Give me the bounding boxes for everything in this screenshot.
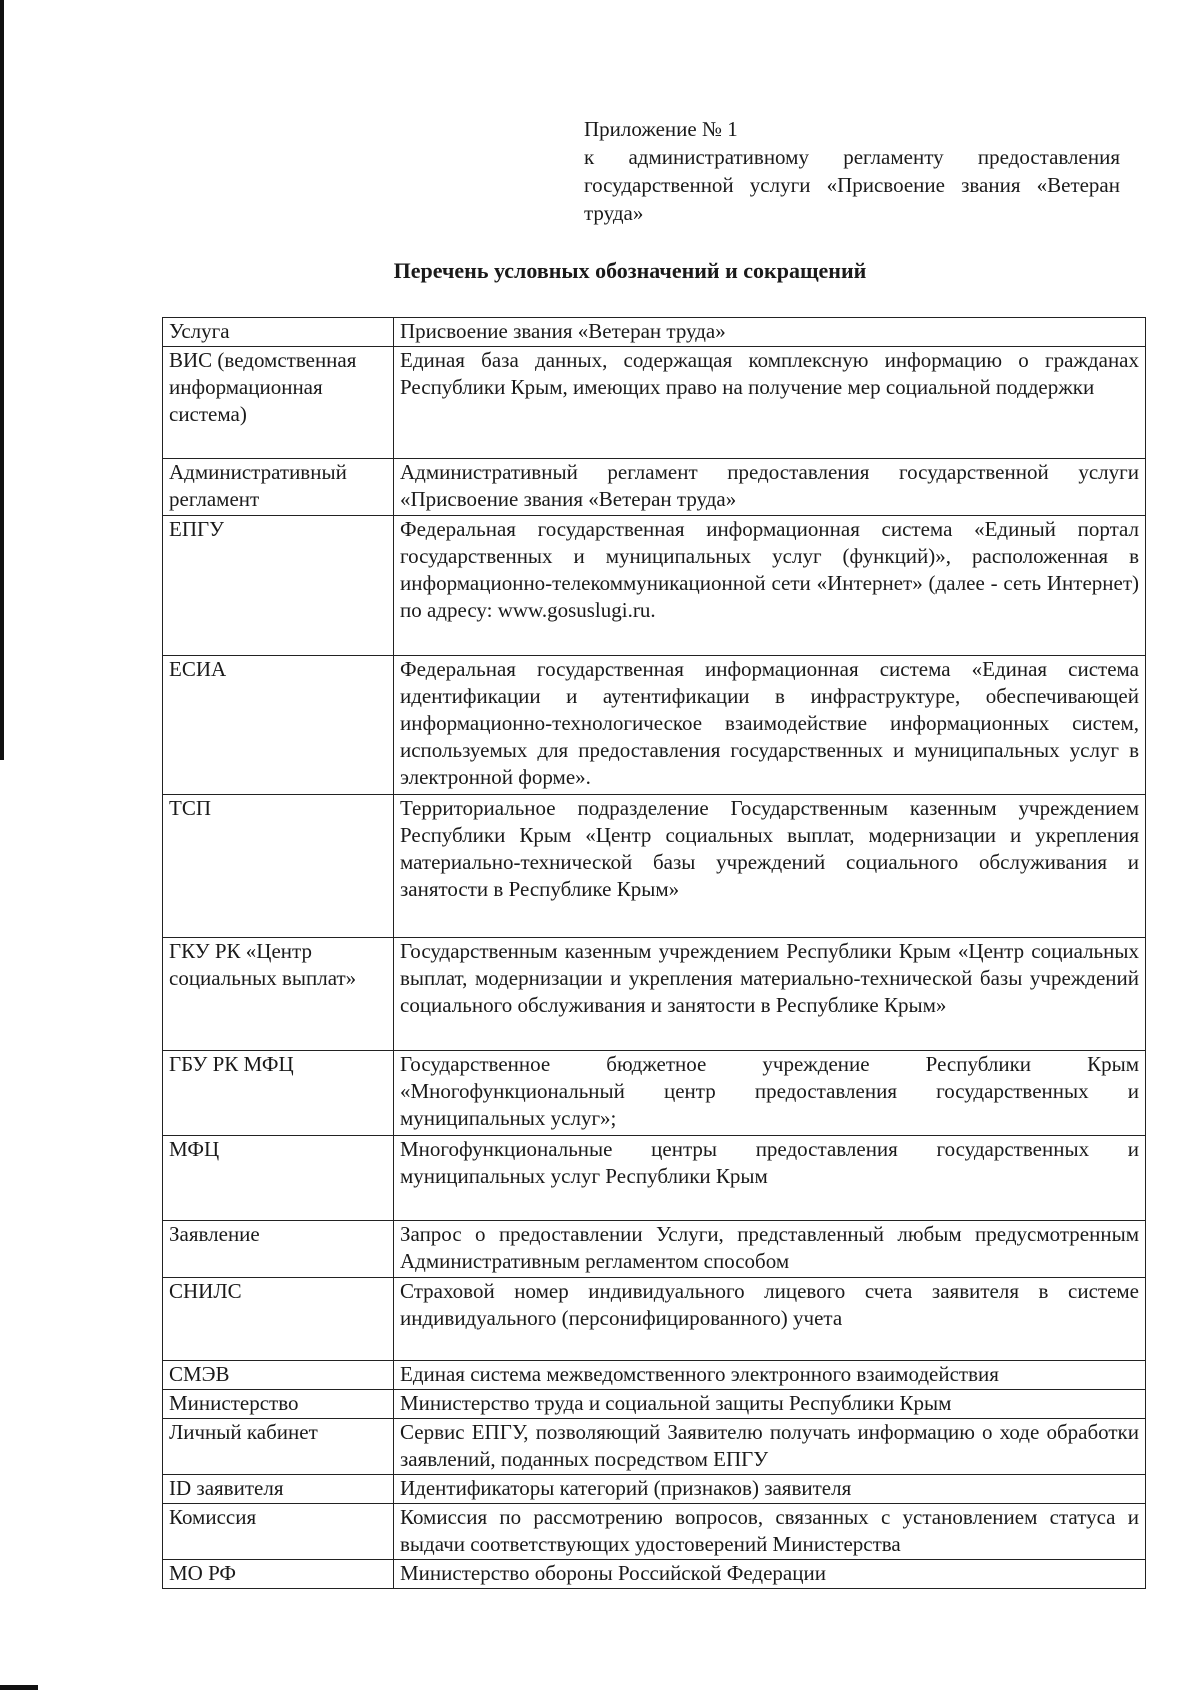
definition-cell: Административный регламент предоставления государственной услуги «Присвоение звания «Ветеран труда» (394, 459, 1146, 516)
table-row (163, 1361, 1146, 1390)
term-cell: СМЭВ (163, 1361, 394, 1390)
definition-cell: Страховой номер индивидуального лицевого счета заявителя в системе индивидуального (персонифицированного) учета (394, 1278, 1146, 1361)
definition-cell: Многофункциональные центры предоставления государственных и муниципальных услуг Республики Крым (394, 1136, 1146, 1221)
table-row (163, 1419, 1146, 1475)
term-cell: ГБУ РК МФЦ (163, 1051, 394, 1136)
definition-cell: Федеральная государственная информационная система «Единый портал государственных и муниципальных услуг (функций)», расположенная в информационно-телекоммуникационной сети «Интернет» (далее - сеть Интернет) по адресу: www.gosuslugi.ru. (394, 516, 1146, 656)
term-cell: МО РФ (163, 1560, 394, 1589)
term-cell: МФЦ (163, 1136, 394, 1221)
term-cell: Министерство (163, 1390, 394, 1419)
term-cell: Личный кабинет (163, 1419, 394, 1475)
definition-cell: Единая база данных, содержащая комплексную информацию о гражданах Республики Крым, имеющих право на получение мер социальной поддержки (394, 347, 1146, 459)
table-row (163, 656, 1146, 795)
document-title: Перечень условных обозначений и сокращений (393, 258, 867, 283)
definition-cell: Государственным казенным учреждением Республики Крым «Центр социальных выплат, модернизации и укрепления материально-технической базы учреждений социального обслуживания и занятости в Республике Крым» (394, 938, 1146, 1051)
term-cell: Заявление (163, 1221, 394, 1278)
term-cell: ID заявителя (163, 1475, 394, 1504)
definition-cell: Федеральная государственная информационная система «Единая система идентификации и аутентификации в инфраструктуре, обеспечивающей информационно-технологическое взаимодействие информационных систем, используемых для предоставления государственных и муниципальных услуг в электронной форме». (394, 656, 1146, 795)
term-cell: Услуга (163, 318, 394, 347)
table-row (163, 1221, 1146, 1278)
abbreviations-table (162, 317, 1146, 1589)
appendix-reference: к административному регламенту предоставления государственной услуги «Присвоение звания «Ветеран труда» (584, 145, 1120, 225)
table-row (163, 1475, 1146, 1504)
term-cell: ВИС (ведомственная информационная система) (163, 347, 394, 459)
appendix-header (584, 115, 1120, 227)
table-row (163, 1136, 1146, 1221)
table-row (163, 795, 1146, 938)
table-row (163, 1278, 1146, 1361)
definition-cell: Территориальное подразделение Государственным казенным учреждением Республики Крым «Центр социальных выплат, модернизации и укрепления материально-технической базы учреждений социального обслуживания и занятости в Республике Крым» (394, 795, 1146, 938)
definition-cell: Государственное бюджетное учреждение Республики Крым «Многофункциональный центр предоставления государственных и муниципальных услуг»; (394, 1051, 1146, 1136)
table-row (163, 1390, 1146, 1419)
table-row (163, 516, 1146, 656)
term-cell: Комиссия (163, 1504, 394, 1560)
definition-cell: Единая система межведомственного электронного взаимодействия (394, 1361, 1146, 1390)
term-cell: ЕПГУ (163, 516, 394, 656)
table-row (163, 1504, 1146, 1560)
scan-edge-bottom (0, 1685, 38, 1690)
table-row (163, 1560, 1146, 1589)
term-cell: Административный регламент (163, 459, 394, 516)
definition-cell: Присвоение звания «Ветеран труда» (394, 318, 1146, 347)
definition-cell: Министерство труда и социальной защиты Республики Крым (394, 1390, 1146, 1419)
table-row (163, 938, 1146, 1051)
term-cell: ГКУ РК «Центр социальных выплат» (163, 938, 394, 1051)
definition-cell: Запрос о предоставлении Услуги, представленный любым предусмотренным Административным регламентом способом (394, 1221, 1146, 1278)
definition-cell: Сервис ЕПГУ, позволяющий Заявителю получать информацию о ходе обработки заявлений, поданных посредством ЕПГУ (394, 1419, 1146, 1475)
table-row (163, 347, 1146, 459)
table-row (163, 1051, 1146, 1136)
definition-cell: Комиссия по рассмотрению вопросов, связанных с установлением статуса и выдачи соответствующих удостоверений Министерства (394, 1504, 1146, 1560)
definition-cell: Министерство обороны Российской Федерации (394, 1560, 1146, 1589)
definition-cell: Идентификаторы категорий (признаков) заявителя (394, 1475, 1146, 1504)
term-cell: СНИЛС (163, 1278, 394, 1361)
term-cell: ЕСИА (163, 656, 394, 795)
scan-edge-left (0, 0, 4, 760)
appendix-number: Приложение № 1 (584, 117, 738, 141)
table-row (163, 318, 1146, 347)
term-cell: ТСП (163, 795, 394, 938)
table-row (163, 459, 1146, 516)
